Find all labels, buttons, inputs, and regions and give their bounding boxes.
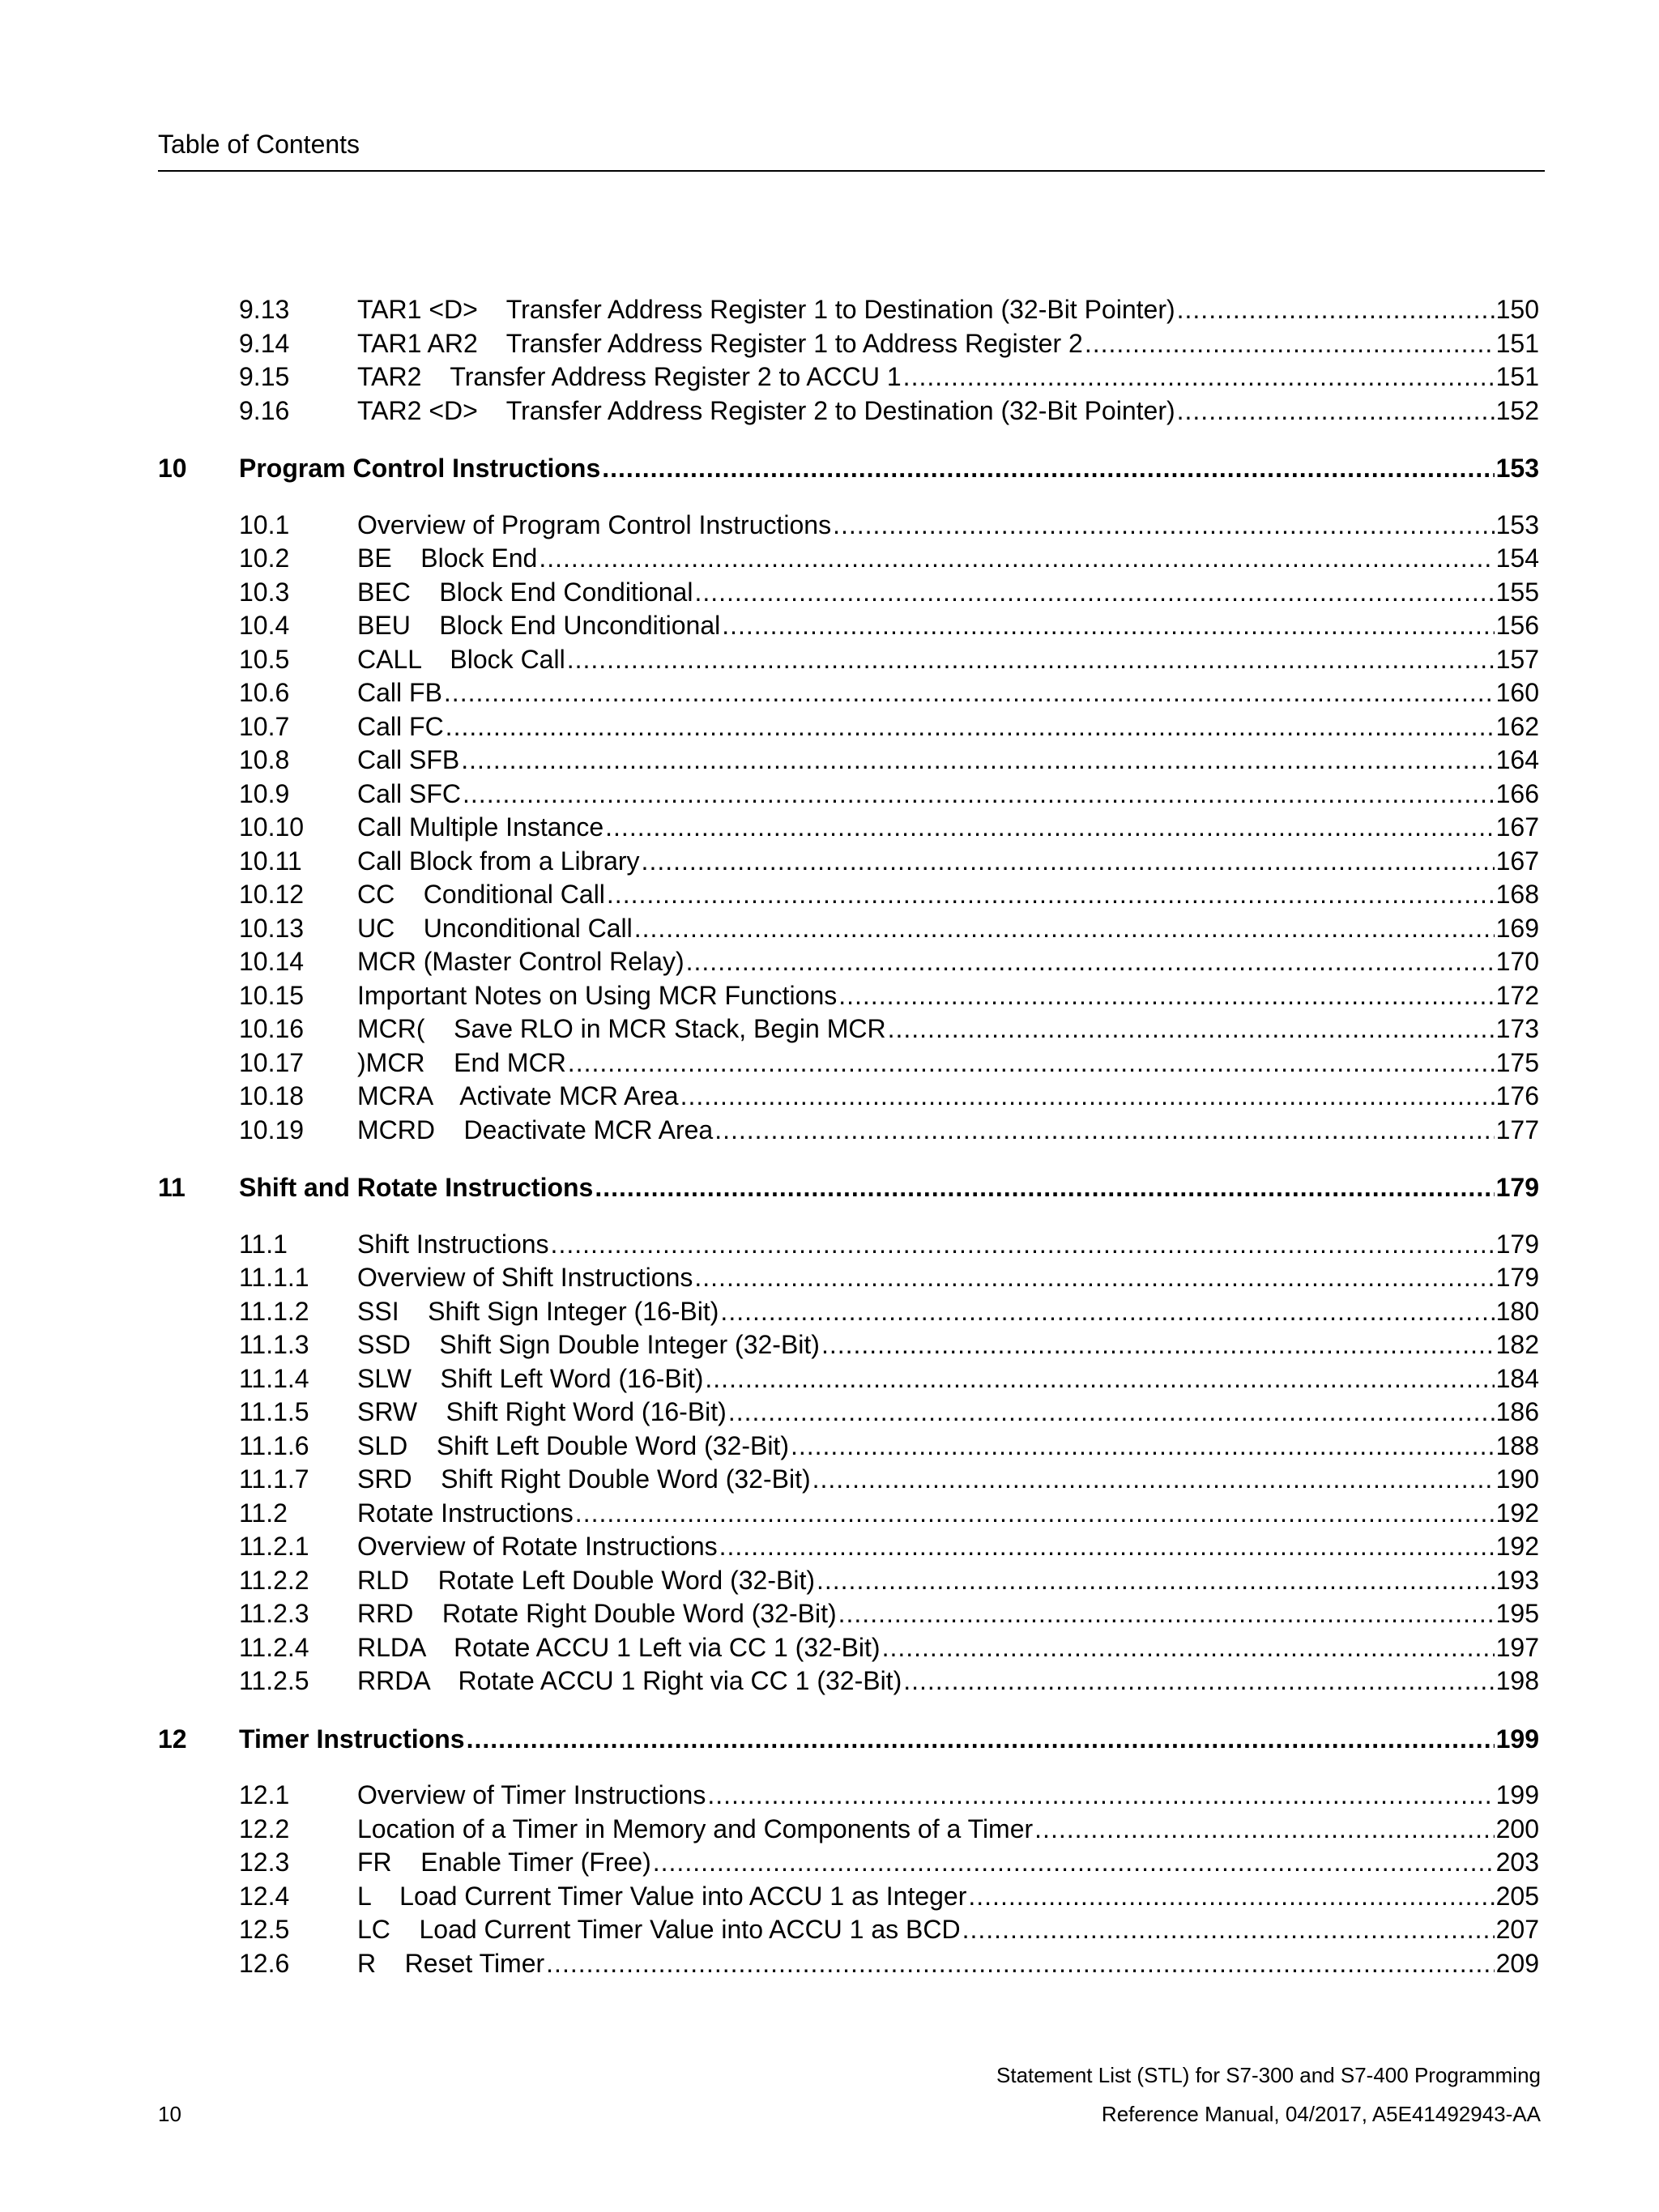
- toc-entry-title: RLD Rotate Left Double Word (32-Bit): [357, 1565, 815, 1595]
- toc-entry[interactable]: [158, 912, 1539, 946]
- footer-document-info: Reference Manual, 04/2017, A5E41492943-AA: [1101, 2102, 1541, 2126]
- toc-entry-number: 11.2.4: [239, 1632, 309, 1662]
- toc-chapter-entry[interactable]: [158, 1723, 1539, 1757]
- toc-entry-page: 177: [1495, 1115, 1539, 1144]
- toc-entry-title: TAR1 AR2 Transfer Address Register 1 to Address Register 2: [357, 328, 1083, 358]
- toc-dot-leader: [722, 609, 1494, 643]
- header-rule: [158, 170, 1545, 172]
- toc-entry-number: 11.2: [239, 1498, 288, 1528]
- toc-entry-page: 197: [1495, 1632, 1539, 1662]
- toc-entry-page: 179: [1495, 1263, 1539, 1292]
- toc-entry-title: FR Enable Timer (Free): [357, 1848, 651, 1877]
- toc-entry[interactable]: [158, 1463, 1539, 1497]
- toc-entry[interactable]: [158, 1947, 1539, 1981]
- toc-dot-leader: [838, 1597, 1495, 1631]
- toc-dot-leader: [1085, 327, 1495, 361]
- toc-entry[interactable]: [158, 1114, 1539, 1148]
- toc-entry-page: 192: [1495, 1532, 1539, 1561]
- toc-entry-number: 10.13: [239, 913, 305, 943]
- toc-dot-leader: [1177, 293, 1495, 327]
- toc-entry-number: 10.18: [239, 1081, 305, 1110]
- toc-dot-leader: [817, 1564, 1495, 1598]
- toc-entry-page: 207: [1495, 1915, 1539, 1944]
- toc-dot-leader: [812, 1463, 1495, 1497]
- toc-entry-title: MCRD Deactivate MCR Area: [357, 1115, 714, 1144]
- toc-entry-page: 172: [1495, 980, 1539, 1010]
- toc-entry[interactable]: [158, 327, 1539, 361]
- toc-dot-leader: [707, 1779, 1494, 1813]
- toc-entry[interactable]: [158, 1779, 1539, 1813]
- toc-entry-page: 195: [1495, 1599, 1539, 1628]
- toc-entry-page: 170: [1495, 947, 1539, 976]
- toc-dot-leader: [694, 576, 1494, 610]
- toc-entry[interactable]: [158, 1228, 1539, 1262]
- toc-entry-page: 176: [1495, 1081, 1539, 1110]
- toc-entry-number: 12.3: [239, 1848, 290, 1877]
- toc-entry-page: 150: [1495, 295, 1539, 324]
- toc-dot-leader: [888, 1012, 1495, 1046]
- toc-dot-leader: [714, 1114, 1494, 1148]
- toc-entry-number: 9.15: [239, 362, 290, 391]
- toc-entry-number: 10: [158, 454, 187, 483]
- toc-entry-page: 179: [1495, 1173, 1539, 1202]
- toc-entry[interactable]: [158, 643, 1539, 677]
- toc-dot-leader: [605, 811, 1494, 845]
- toc-entry-title: SSI Shift Sign Integer (16-Bit): [357, 1296, 719, 1326]
- toc-chapter-entry[interactable]: [158, 1171, 1539, 1205]
- toc-entry-number: 10.15: [239, 980, 305, 1010]
- toc-entry-page: 203: [1495, 1848, 1539, 1877]
- running-header: Table of Contents: [158, 130, 360, 159]
- toc-entry-number: 9.16: [239, 395, 290, 425]
- toc-entry-title: R Reset Timer: [357, 1948, 545, 1978]
- toc-entry[interactable]: [158, 778, 1539, 812]
- toc-entry-title: Important Notes on Using MCR Functions: [357, 980, 838, 1010]
- toc-entry-number: 12: [158, 1724, 187, 1754]
- toc-entry-title: Call FB: [357, 678, 442, 707]
- toc-entry[interactable]: [158, 293, 1539, 327]
- toc-dot-leader: [1034, 1813, 1494, 1847]
- toc-dot-leader: [838, 979, 1494, 1013]
- toc-entry-number: 10.14: [239, 947, 305, 976]
- toc-entry-number: 12.5: [239, 1915, 290, 1944]
- toc-entry-number: 11.2.1: [239, 1532, 309, 1561]
- toc-entry-number: 11.2.2: [239, 1565, 309, 1595]
- toc-entry-page: 184: [1495, 1363, 1539, 1393]
- toc-entry[interactable]: [158, 509, 1539, 543]
- toc-entry-title: TAR1 <D> Transfer Address Register 1 to Destination (32-Bit Pointer): [357, 295, 1175, 324]
- toc-entry-number: 11: [158, 1173, 186, 1202]
- toc-entry-number: 11.1.4: [239, 1363, 309, 1393]
- toc-dot-leader: [546, 1947, 1494, 1981]
- toc-entry-title: L Load Current Timer Value into ACCU 1 as Integer: [357, 1881, 967, 1911]
- toc-entry-number: 10.5: [239, 644, 290, 674]
- toc-entry[interactable]: [158, 576, 1539, 610]
- toc-entry-title: Shift Instructions: [357, 1229, 549, 1259]
- toc-entry-number: 11.1: [239, 1229, 288, 1259]
- toc-entry-number: 11.1.5: [239, 1397, 309, 1426]
- table-of-contents: [158, 293, 1539, 1980]
- toc-entry-page: 186: [1495, 1397, 1539, 1426]
- toc-entry-title: Timer Instructions: [239, 1724, 465, 1754]
- toc-dot-leader: [463, 778, 1495, 812]
- toc-entry-page: 175: [1495, 1047, 1539, 1077]
- toc-entry-page: 151: [1495, 362, 1539, 391]
- toc-entry[interactable]: [158, 744, 1539, 778]
- toc-dot-leader: [694, 1261, 1494, 1295]
- toc-entry-page: 154: [1495, 543, 1539, 573]
- toc-entry-number: 11.1.2: [239, 1296, 309, 1326]
- toc-entry[interactable]: [158, 360, 1539, 394]
- toc-dot-leader: [833, 509, 1495, 543]
- toc-dot-leader: [903, 1664, 1494, 1698]
- toc-dot-leader: [653, 1846, 1495, 1880]
- toc-entry-number: 10.12: [239, 880, 305, 909]
- toc-entry-number: 11.2.3: [239, 1599, 309, 1628]
- toc-entry-page: 160: [1495, 678, 1539, 707]
- toc-entry-title: Overview of Program Control Instructions: [357, 509, 832, 539]
- toc-entry-page: 199: [1495, 1780, 1539, 1809]
- toc-entry-title: Call Multiple Instance: [357, 812, 604, 842]
- toc-entry-page: 153: [1495, 454, 1539, 483]
- toc-chapter-entry[interactable]: [158, 452, 1539, 486]
- toc-entry-title: Location of a Timer in Memory and Components of a Timer: [357, 1813, 1034, 1843]
- toc-entry-page: 167: [1495, 812, 1539, 842]
- toc-entry[interactable]: [158, 609, 1539, 643]
- toc-entry-number: 9.14: [239, 328, 290, 358]
- toc-entry[interactable]: [158, 1012, 1539, 1046]
- toc-entry[interactable]: [158, 1295, 1539, 1329]
- toc-entry[interactable]: [158, 1631, 1539, 1665]
- toc-dot-leader: [642, 845, 1495, 879]
- toc-dot-leader: [719, 1530, 1495, 1564]
- toc-entry-page: 209: [1495, 1948, 1539, 1978]
- toc-entry-number: 10.11: [239, 846, 302, 876]
- toc-entry-page: 188: [1495, 1430, 1539, 1460]
- toc-entry-page: 151: [1495, 328, 1539, 358]
- toc-entry-title: SLW Shift Left Word (16-Bit): [357, 1363, 704, 1393]
- toc-dot-leader: [903, 360, 1495, 394]
- toc-entry-page: 153: [1495, 509, 1539, 539]
- toc-entry-title: RRDA Rotate ACCU 1 Right via CC 1 (32-Bit): [357, 1666, 902, 1695]
- toc-entry-number: 12.6: [239, 1948, 290, 1978]
- toc-entry-number: 11.1.6: [239, 1430, 309, 1460]
- toc-dot-leader: [1177, 394, 1495, 428]
- toc-dot-leader: [539, 542, 1494, 576]
- toc-dot-leader: [720, 1295, 1494, 1329]
- toc-entry-number: 10.1: [239, 509, 290, 539]
- toc-entry[interactable]: [158, 1080, 1539, 1114]
- toc-dot-leader: [461, 744, 1494, 778]
- toc-entry-title: Call Block from a Library: [357, 846, 640, 876]
- toc-entry-page: 179: [1495, 1229, 1539, 1259]
- toc-entry-page: 155: [1495, 577, 1539, 607]
- toc-entry-title: Call SFC: [357, 778, 462, 808]
- toc-entry-title: Shift and Rotate Instructions: [239, 1173, 594, 1202]
- toc-dot-leader: [705, 1362, 1494, 1396]
- toc-entry-title: BEU Block End Unconditional: [357, 611, 721, 640]
- toc-entry-title: RRD Rotate Right Double Word (32-Bit): [357, 1599, 837, 1628]
- toc-entry-number: 10.9: [239, 778, 290, 808]
- toc-entry-page: 167: [1495, 846, 1539, 876]
- toc-entry[interactable]: [158, 676, 1539, 710]
- footer-page-number: 10: [158, 2102, 181, 2126]
- toc-dot-leader: [728, 1396, 1495, 1430]
- toc-entry-page: 200: [1495, 1813, 1539, 1843]
- toc-entry[interactable]: [158, 1880, 1539, 1914]
- toc-dot-leader: [446, 710, 1495, 744]
- toc-entry-title: SRW Shift Right Word (16-Bit): [357, 1397, 727, 1426]
- toc-entry[interactable]: [158, 945, 1539, 979]
- toc-entry-title: CC Conditional Call: [357, 880, 605, 909]
- toc-entry-page: 198: [1495, 1666, 1539, 1695]
- toc-entry-number: 12.2: [239, 1813, 290, 1843]
- toc-entry-page: 193: [1495, 1565, 1539, 1595]
- toc-entry-page: 156: [1495, 611, 1539, 640]
- toc-entry-title: Overview of Shift Instructions: [357, 1263, 693, 1292]
- toc-entry-number: 11.1.3: [239, 1330, 309, 1359]
- toc-entry-page: 190: [1495, 1464, 1539, 1494]
- toc-entry[interactable]: [158, 1913, 1539, 1947]
- toc-entry-page: 152: [1495, 395, 1539, 425]
- toc-entry-page: 157: [1495, 644, 1539, 674]
- toc-entry-number: 10.10: [239, 812, 305, 842]
- toc-entry-number: 10.8: [239, 745, 290, 774]
- toc-entry[interactable]: [158, 878, 1539, 912]
- toc-entry-page: 199: [1495, 1724, 1539, 1754]
- toc-entry-title: BE Block End: [357, 543, 538, 573]
- toc-entry-title: MCR( Save RLO in MCR Stack, Begin MCR: [357, 1014, 886, 1043]
- toc-entry-title: MCRA Activate MCR Area: [357, 1081, 679, 1110]
- toc-entry[interactable]: [158, 1497, 1539, 1531]
- toc-entry[interactable]: [158, 1564, 1539, 1598]
- toc-entry[interactable]: [158, 1597, 1539, 1631]
- toc-entry[interactable]: [158, 1430, 1539, 1464]
- toc-entry-title: Call FC: [357, 711, 444, 741]
- toc-entry-number: 10.4: [239, 611, 290, 640]
- toc-dot-leader: [634, 912, 1495, 946]
- toc-entry[interactable]: [158, 811, 1539, 845]
- toc-entry-number: 10.19: [239, 1115, 305, 1144]
- toc-entry[interactable]: [158, 1362, 1539, 1396]
- toc-entry-number: 12.4: [239, 1881, 290, 1911]
- toc-entry-number: 10.3: [239, 577, 290, 607]
- toc-entry[interactable]: [158, 979, 1539, 1013]
- toc-entry-title: UC Unconditional Call: [357, 913, 633, 943]
- toc-entry-title: BEC Block End Conditional: [357, 577, 693, 607]
- toc-entry[interactable]: [158, 1530, 1539, 1564]
- toc-entry-number: 11.2.5: [239, 1666, 309, 1695]
- toc-dot-leader: [607, 878, 1495, 912]
- toc-dot-leader: [962, 1913, 1495, 1947]
- toc-dot-leader: [821, 1328, 1495, 1362]
- toc-dot-leader: [595, 1171, 1494, 1205]
- toc-entry-title: LC Load Current Timer Value into ACCU 1 as BCD: [357, 1915, 961, 1944]
- toc-dot-leader: [686, 945, 1495, 979]
- toc-dot-leader: [568, 1046, 1495, 1080]
- toc-dot-leader: [575, 1497, 1495, 1531]
- toc-entry-page: 180: [1495, 1296, 1539, 1326]
- toc-dot-leader: [551, 1228, 1495, 1262]
- toc-entry[interactable]: [158, 1664, 1539, 1698]
- toc-entry-number: 10.6: [239, 678, 290, 707]
- toc-entry[interactable]: [158, 542, 1539, 576]
- toc-entry-page: 182: [1495, 1330, 1539, 1359]
- toc-entry-title: TAR2 <D> Transfer Address Register 2 to Destination (32-Bit Pointer): [357, 395, 1175, 425]
- toc-entry[interactable]: [158, 1846, 1539, 1880]
- toc-entry-page: 168: [1495, 880, 1539, 909]
- toc-entry-page: 192: [1495, 1498, 1539, 1528]
- toc-entry-title: Rotate Instructions: [357, 1498, 574, 1528]
- toc-entry[interactable]: [158, 1396, 1539, 1430]
- toc-dot-leader: [791, 1430, 1495, 1464]
- toc-dot-leader: [882, 1631, 1495, 1665]
- toc-entry-title: SRD Shift Right Double Word (32-Bit): [357, 1464, 811, 1494]
- toc-entry-title: )MCR End MCR: [357, 1047, 566, 1077]
- toc-entry[interactable]: [158, 845, 1539, 879]
- toc-entry-number: 10.16: [239, 1014, 305, 1043]
- toc-entry[interactable]: [158, 1328, 1539, 1362]
- toc-entry-title: Program Control Instructions: [239, 454, 601, 483]
- toc-entry[interactable]: [158, 710, 1539, 744]
- toc-entry-page: 173: [1495, 1014, 1539, 1043]
- toc-entry-number: 10.17: [239, 1047, 305, 1077]
- toc-entry[interactable]: [158, 394, 1539, 428]
- toc-dot-leader: [602, 452, 1494, 486]
- toc-dot-leader: [444, 676, 1495, 710]
- toc-entry[interactable]: [158, 1261, 1539, 1295]
- toc-entry[interactable]: [158, 1046, 1539, 1080]
- toc-dot-leader: [968, 1880, 1494, 1914]
- toc-entry-page: 169: [1495, 913, 1539, 943]
- toc-entry[interactable]: [158, 1813, 1539, 1847]
- toc-entry-title: TAR2 Transfer Address Register 2 to ACCU 1: [357, 362, 902, 391]
- toc-entry-page: 162: [1495, 711, 1539, 741]
- toc-entry-title: CALL Block Call: [357, 644, 565, 674]
- toc-entry-number: 10.7: [239, 711, 290, 741]
- footer-document-title: Statement List (STL) for S7-300 and S7-400 Programming: [996, 2063, 1541, 2087]
- toc-entry-page: 166: [1495, 778, 1539, 808]
- toc-dot-leader: [467, 1723, 1495, 1757]
- toc-entry-title: Overview of Timer Instructions: [357, 1780, 706, 1809]
- toc-entry-number: 11.1.7: [239, 1464, 309, 1494]
- toc-entry-number: 12.1: [239, 1780, 290, 1809]
- toc-entry-title: Overview of Rotate Instructions: [357, 1532, 718, 1561]
- toc-entry-title: SLD Shift Left Double Word (32-Bit): [357, 1430, 789, 1460]
- toc-entry-title: RLDA Rotate ACCU 1 Left via CC 1 (32-Bit): [357, 1632, 881, 1662]
- toc-dot-leader: [567, 643, 1495, 677]
- toc-entry-number: 10.2: [239, 543, 290, 573]
- toc-dot-leader: [680, 1080, 1495, 1114]
- toc-entry-title: Call SFB: [357, 745, 460, 774]
- toc-entry-number: 11.1.1: [239, 1263, 309, 1292]
- toc-entry-title: MCR (Master Control Relay): [357, 947, 684, 976]
- toc-entry-page: 205: [1495, 1881, 1539, 1911]
- toc-entry-title: SSD Shift Sign Double Integer (32-Bit): [357, 1330, 820, 1359]
- toc-entry-page: 164: [1495, 745, 1539, 774]
- toc-entry-number: 9.13: [239, 295, 290, 324]
